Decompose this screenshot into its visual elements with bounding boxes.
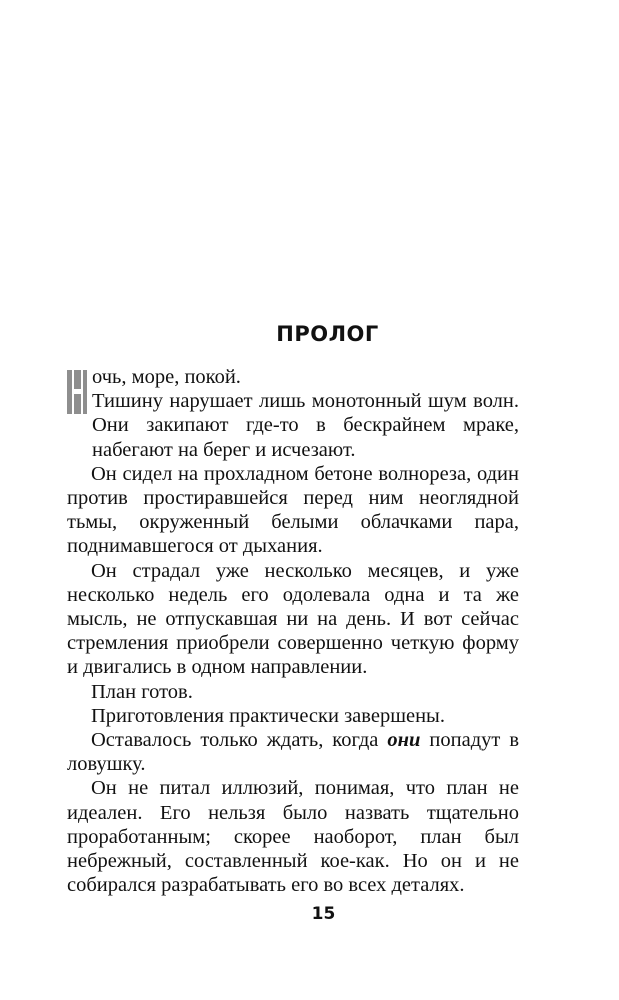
paragraph-7-start: Оставалось только ждать, когда: [91, 729, 388, 752]
paragraph-1-text: очь, море, покой.: [92, 366, 241, 388]
paragraph-8: Он не питал иллюзий, понимая, что план не идеален. Его нельзя было назвать тщательно проработанным; скорее наоборот, план был небрежный, составленный кое-как. Но он и не собирался разрабатывать его во всех деталях.: [67, 777, 519, 897]
paragraph-1: [67, 365, 519, 389]
paragraph-3: Он сидел на прохладном бетоне волнореза, один против простиравшейся перед ним неоглядной тьмы, окруженный белыми облачками пара, поднимавшегося от дыхания.: [67, 462, 519, 558]
dropcap-letter: [67, 370, 87, 414]
paragraph-7: [67, 728, 519, 776]
page-number: 15: [311, 904, 336, 924]
paragraph-6: Приготовления практически завершены.: [91, 704, 445, 727]
chapter-title: ПРОЛОГ: [276, 322, 379, 346]
body-text: [67, 365, 519, 897]
paragraph-2: Тишину нарушает лишь монотонный шум волн. Они закипают где-то в бескрайнем мраке, набегают на берег и исчезают.: [92, 390, 519, 461]
paragraph-7-emphasis: они: [387, 729, 421, 752]
paragraph-4: Он страдал уже несколько месяцев, и уже несколько недель его одолевала одна и та же мысль, не отпускавшая ни на день. И вот сейчас стремления приобрели совершенно четкую форму и двигались в одном направлении.: [67, 559, 519, 679]
paragraph-7-end: попадут в ловушку.: [67, 729, 519, 776]
paragraph-5: План готов.: [91, 680, 193, 703]
